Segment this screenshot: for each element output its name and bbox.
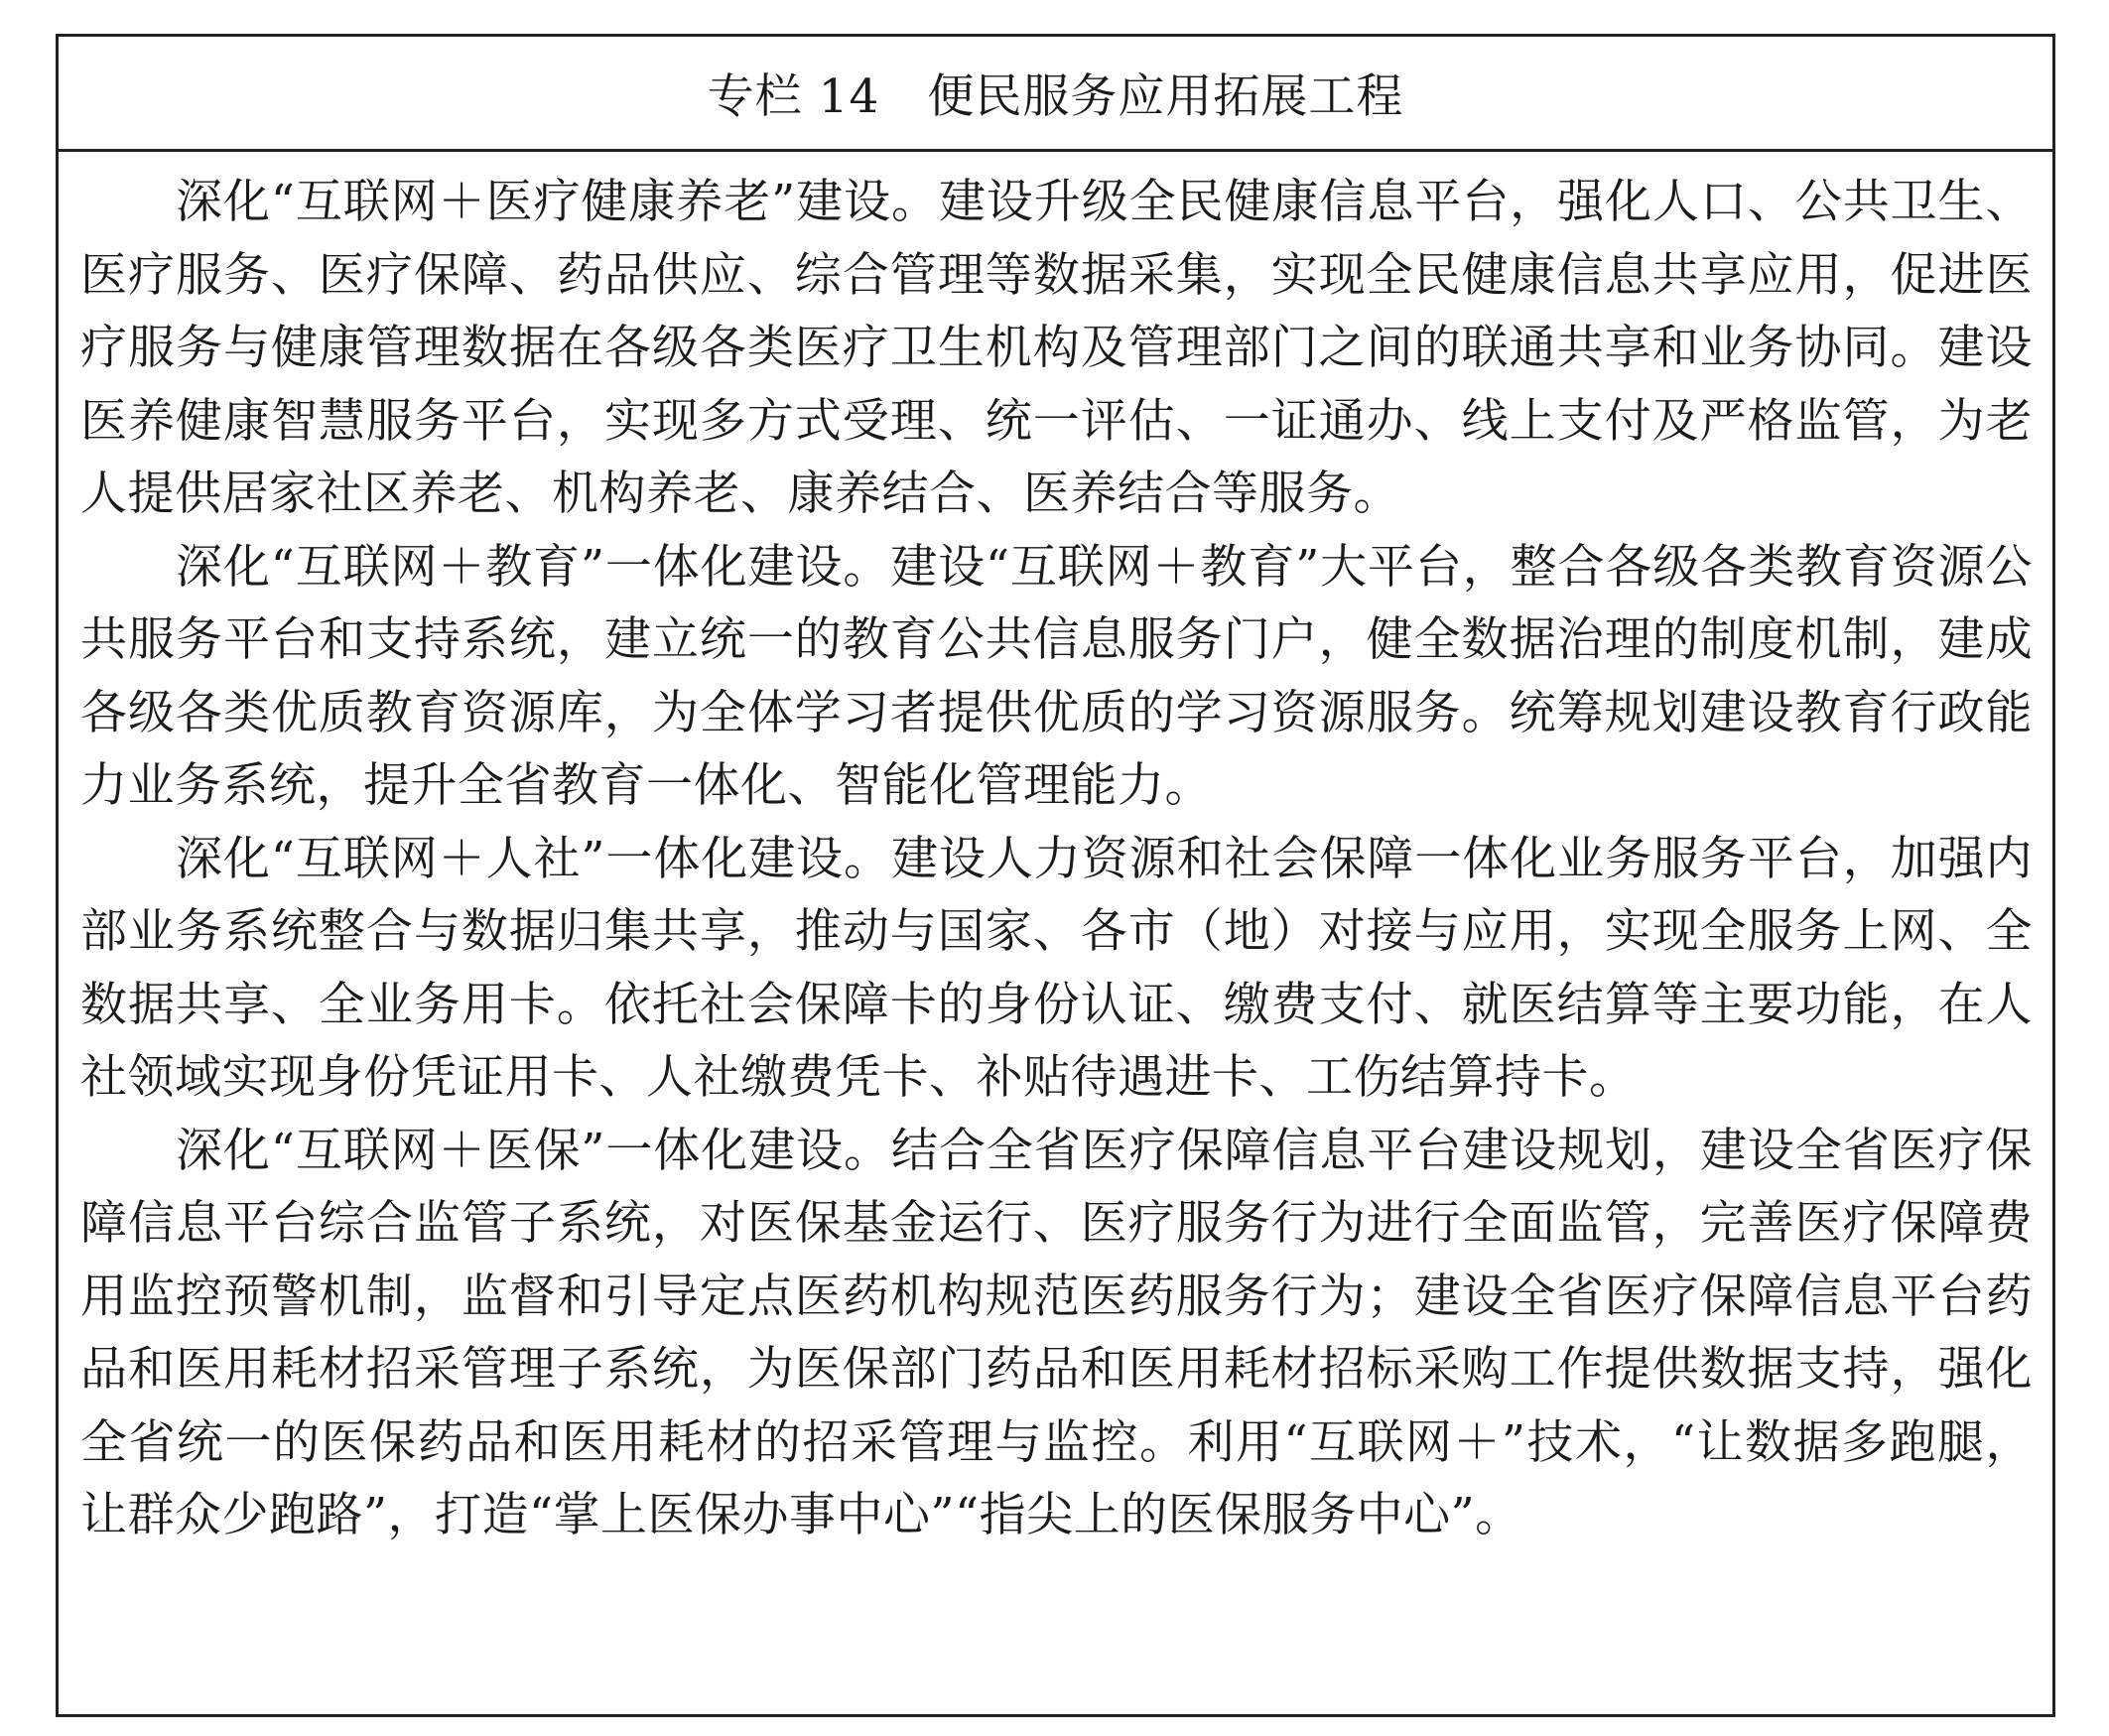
- paragraph-education: 深化“互联网＋教育”一体化建设。建设“互联网＋教育”大平台，整合各级各类教育资源公共服务平台和支持系统，建立统一的教育公共信息服务门户，健全数据治理的制度机制，建成各级各类优质教育资源库，为全体学习者提供优质的学习资源服务。统筹规划建设教育行政能力业务系统，提升全省教育一体化、智能化管理能力。: [80, 539, 2033, 813]
- column-label: 专栏 14: [707, 69, 880, 124]
- column-header: [59, 37, 2052, 152]
- column-title: 便民服务应用拓展工程: [927, 69, 1404, 124]
- column-box: [56, 34, 2055, 1717]
- paragraph-human-resources-social-security: 深化“互联网＋人社”一体化建设。建设人力资源和社会保障一体化业务服务平台，加强内部业务系统整合与数据归集共享，推动与国家、各市（地）对接与应用，实现全服务上网、全数据共享、全业务用卡。依托社会保障卡的身份认证、缴费支付、就医结算等主要功能，在人社领域实现身份凭证用卡、人社缴费凭卡、补贴待遇进卡、工伤结算持卡。: [80, 831, 2033, 1105]
- paragraph-medical-insurance: 深化“互联网＋医保”一体化建设。结合全省医疗保障信息平台建设规划，建设全省医疗保障信息平台综合监管子系统，对医保基金运行、医疗服务行为进行全面监管，完善医疗保障费用监控预警机制，监督和引导定点医药机构规范医药服务行为；建设全省医疗保障信息平台药品和医用耗材招采管理子系统，为医保部门药品和医用耗材招标采购工作提供数据支持，强化全省统一的医保药品和医用耗材的招采管理与监控。利用“互联网＋”技术，“让数据多跑腿，让群众少跑路”，打造“掌上医保办事中心”“指尖上的医保服务中心”。: [80, 1123, 2033, 1542]
- paragraph-healthcare-elderly: 深化“互联网＋医疗健康养老”建设。建设升级全民健康信息平台，强化人口、公共卫生、医疗服务、医疗保障、药品供应、综合管理等数据采集，实现全民健康信息共享应用，促进医疗服务与健康管理数据在各级各类医疗卫生机构及管理部门之间的联通共享和业务协同。建设医养健康智慧服务平台，实现多方式受理、统一评估、一证通办、线上支付及严格监管，为老人提供居家社区养老、机构养老、康养结合、医养结合等服务。: [80, 175, 2033, 521]
- column-body: [59, 152, 2052, 1552]
